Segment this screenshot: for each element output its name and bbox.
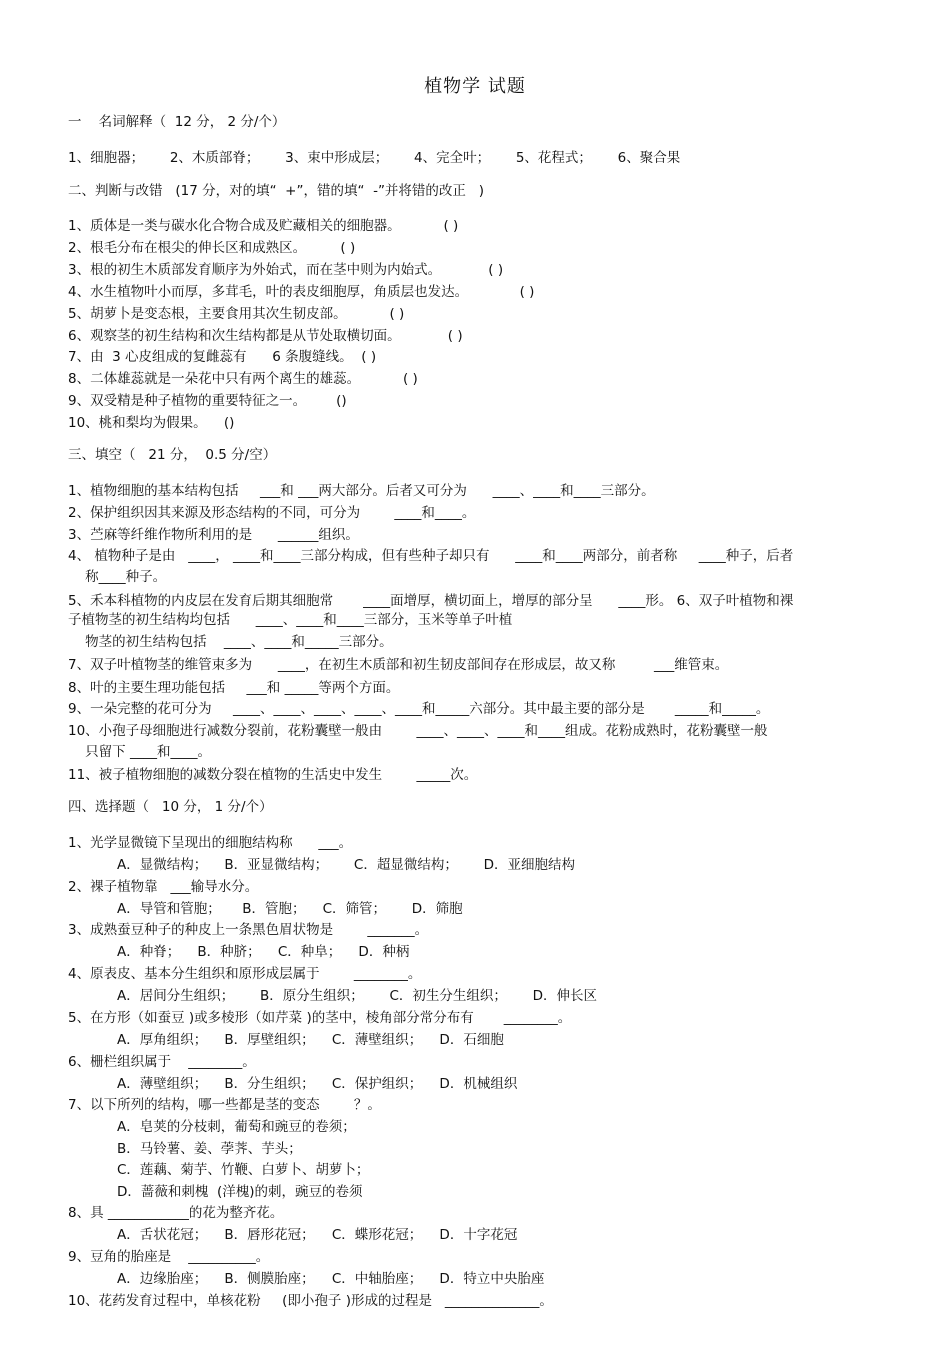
tf-item: 2、根毛分布在根尖的伸长区和成熟区。 ( ) bbox=[68, 240, 356, 256]
section-1-terms: 1、细胞器； 2、木质部脊； 3、束中形成层； 4、完全叶； 5、花程式； 6、聚合果 bbox=[68, 150, 681, 166]
section-4-heading: 四、选择题（ 10 分， 1 分/个） bbox=[68, 799, 273, 815]
choice-option: B．马铃薯、姜、荸荠、芋头； bbox=[117, 1141, 302, 1157]
fill-item: 3、苎麻等纤维作物所利用的是 ______组织。 bbox=[68, 527, 359, 543]
fill-item: 7、双子叶植物茎的维管束多为 ____，在初生木质部和初生韧皮部间存在形成层，故又称 ___维管束。 bbox=[68, 657, 729, 673]
choice-question: 4、原表皮、基本分生组织和原形成层属于 ________。 bbox=[68, 966, 422, 982]
section-2-heading: 二、判断与改错 (17 分，对的填“ +”，错的填“ -”并将错的改正 ) bbox=[68, 183, 485, 199]
fill-item: 2、保护组织因其来源及形态结构的不同，可分为 ____和____。 bbox=[68, 505, 476, 521]
fill-item: 1、植物细胞的基本结构包括 ___和 ___两大部分。后者又可分为 ____、____和____三部分。 bbox=[68, 483, 655, 499]
choice-option: C．莲藕、菊芋、竹鞭、白萝卜、胡萝卜； bbox=[117, 1162, 370, 1178]
tf-item: 4、水生植物叶小而厚，多茸毛，叶的表皮细胞厚，角质层也发达。 ( ) bbox=[68, 284, 535, 300]
choice-question: 5、在方形（如蚕豆 )或多棱形（如芹菜 )的茎中，棱角部分常分布有 ________。 bbox=[68, 1010, 572, 1026]
choice-options: A．导管和管胞； B．管胞； C．筛管； D．筛胞 bbox=[117, 901, 463, 917]
section-1-heading: 一 名词解释（ 12 分， 2 分/个） bbox=[68, 114, 286, 130]
tf-item: 8、二体雄蕊就是一朵花中只有两个离生的雄蕊。 ( ) bbox=[68, 371, 418, 387]
choice-options: A．边缘胎座； B．侧膜胎座； C．中轴胎座； D．特立中央胎座 bbox=[117, 1271, 545, 1287]
choice-question: 3、成熟蚕豆种子的种皮上一条黑色眉状物是 _______。 bbox=[68, 922, 429, 938]
choice-question: 9、豆角的胎座是 __________。 bbox=[68, 1249, 270, 1265]
choice-question: 6、栅栏组织属于 ________。 bbox=[68, 1054, 256, 1070]
fill-item: 8、叶的主要生理功能包括 ___和 _____等两个方面。 bbox=[68, 680, 400, 696]
fill-item: 4、 植物种子是由 ____， ____和____三部分构成，但有些种子却只有 ____和____两部分，前者称 ____种子，后者 bbox=[68, 548, 794, 564]
page-title: 植物学 试题 bbox=[424, 76, 526, 97]
choice-options: A．显微结构； B．亚显微结构； C．超显微结构； D．亚细胞结构 bbox=[117, 857, 575, 873]
choice-question: 7、以下所列的结构，哪一些都是茎的变态 ？。 bbox=[68, 1097, 381, 1113]
choice-option: A．皂荚的分枝刺，葡萄和豌豆的卷须； bbox=[117, 1119, 356, 1135]
choice-question: 10、花药发育过程中，单核花粉 (即小孢子 )形成的过程是 ______________。 bbox=[68, 1293, 553, 1309]
section-3-heading: 三、填空（ 21 分， 0.5 分/空） bbox=[68, 447, 277, 463]
choice-options: A．种脊； B．种脐； C．种阜； D．种柄 bbox=[117, 944, 410, 960]
fill-item-continued: 称____种子。 bbox=[68, 569, 167, 585]
tf-item: 9、双受精是种子植物的重要特征之一。 () bbox=[68, 393, 347, 409]
choice-question: 2、裸子植物靠 ___输导水分。 bbox=[68, 879, 259, 895]
fill-item-continued: 只留下 ____和____。 bbox=[68, 744, 211, 760]
fill-item-continued: 子植物茎的初生结构均包括 ____、____和____三部分，玉米等单子叶植 bbox=[68, 612, 513, 628]
fill-item: 5、禾本科植物的内皮层在发育后期其细胞常 ____面增厚，横切面上，增厚的部分呈 ____形。 6、双子叶植物和裸 bbox=[68, 593, 794, 609]
tf-item: 1、质体是一类与碳水化合物合成及贮藏相关的细胞器。 ( ) bbox=[68, 218, 459, 234]
tf-item: 6、观察茎的初生结构和次生结构都是从节处取横切面。 ( ) bbox=[68, 328, 463, 344]
choice-options: A．居间分生组织； B．原分生组织； C．初生分生组织； D．伸长区 bbox=[117, 988, 598, 1004]
choice-options: A．厚角组织； B．厚壁组织； C．薄壁组织； D．石细胞 bbox=[117, 1032, 504, 1048]
choice-question: 1、光学显微镜下呈现出的细胞结构称 ___。 bbox=[68, 835, 353, 851]
fill-item: 9、一朵完整的花可分为 ____、____、____、____、____和_____六部分。其中最主要的部分是 _____和_____。 bbox=[68, 701, 770, 717]
fill-item: 10、小孢子母细胞进行减数分裂前，花粉囊壁一般由 ____、____、____和____组成。花粉成熟时，花粉囊壁一般 bbox=[68, 723, 768, 739]
tf-item: 5、胡萝卜是变态根，主要食用其次生韧皮部。 ( ) bbox=[68, 306, 405, 322]
choice-options: A．薄壁组织； B．分生组织； C．保护组织； D．机械组织 bbox=[117, 1076, 518, 1092]
choice-question: 8、具 ____________的花为整齐花。 bbox=[68, 1205, 284, 1221]
choice-options: A．舌状花冠； B．唇形花冠； C．蝶形花冠； D．十字花冠 bbox=[117, 1227, 518, 1243]
fill-item: 11、被子植物细胞的减数分裂在植物的生活史中发生 _____次。 bbox=[68, 767, 478, 783]
tf-item: 3、根的初生木质部发育顺序为外始式，而在茎中则为内始式。 ( ) bbox=[68, 262, 504, 278]
tf-item: 10、桃和梨均为假果。 () bbox=[68, 415, 235, 431]
choice-option: D．蔷薇和刺槐 (洋槐)的刺，豌豆的卷须 bbox=[117, 1184, 363, 1200]
tf-item: 7、由 3 心皮组成的复雌蕊有 6 条腹缝线。 ( ) bbox=[68, 349, 377, 365]
fill-item-continued: 物茎的初生结构包括 ____、____和_____三部分。 bbox=[68, 634, 393, 650]
